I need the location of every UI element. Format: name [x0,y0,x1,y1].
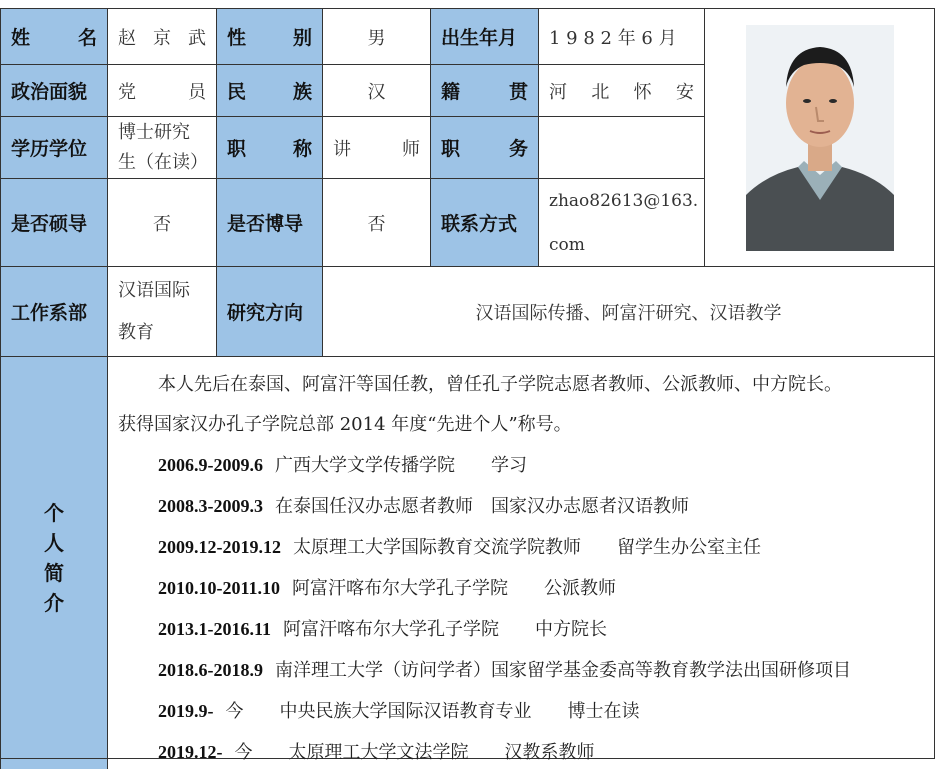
profile-text-block [118,357,851,773]
title-value [323,117,431,179]
birth-text: 1 9 8 2 年 6 月 [549,27,677,49]
politics-char-2: 员 [188,81,206,103]
origin-value [539,65,705,117]
profile-label [1,357,108,759]
phd-supervisor-value [323,179,431,267]
profile-label-char-4: 介 [44,590,64,615]
master-label-text: 是否硕导 [11,213,88,235]
experience-list [118,445,851,773]
origin-char-1: 河 [549,81,567,103]
experience-item [118,650,851,691]
contact-label [431,179,539,267]
title-char-1: 讲 [333,138,351,160]
experience-item [118,609,851,650]
experience-item [118,486,851,527]
position-label-char-2: 务 [508,138,528,160]
profile-content [108,357,935,763]
photo-cell [705,9,935,267]
origin-char-4: 安 [675,81,694,103]
name-value [108,9,217,65]
gender-label-char-1: 性 [227,27,247,49]
master-value-text: 否 [153,213,171,235]
intro-line-1: 本人先后在泰国、阿富汗等国任教，曾任孔子学院志愿者教师、公派教师、中方院长。 [158,374,842,395]
birth-label [431,9,539,65]
research-text: 汉语国际传播、阿富汗研究、汉语教学 [475,302,782,324]
experience-date: 2009.12-2019.12 [158,537,281,557]
name-label-char-2: 名 [77,27,97,49]
profile-label-char-2: 人 [44,530,64,555]
experience-date: 2008.3-2009.3 [158,496,263,516]
gender-label-char-2: 别 [292,27,312,49]
name-char-3: 武 [188,27,206,49]
experience-text: 今 中央民族大学国际汉语教育专业 博士在读 [225,701,640,722]
origin-char-2: 北 [591,81,610,103]
experience-date: 2019.12- [158,742,223,762]
experience-item [118,691,851,732]
experience-item [118,445,851,486]
experience-date: 2019.9- [158,701,214,721]
profile-label-char-3: 简 [44,560,64,585]
email-line-1[interactable]: zhao82613@163. [549,190,699,211]
profile-label-bottom [1,759,108,769]
degree-line-1: 博士研究 [118,121,190,143]
birth-value [539,9,705,65]
name-label-char-1: 姓 [11,27,31,49]
phd-label-text: 是否博导 [227,213,304,235]
experience-text: 太原理工大学国际教育交流学院教师 留学生办公室主任 [293,537,761,558]
email-line-2[interactable]: com [549,234,585,255]
experience-text: 阿富汗喀布尔大学孔子学院 中方院长 [283,619,608,640]
position-label [431,117,539,179]
experience-item [118,568,851,609]
title-label-char-1: 职 [227,138,247,160]
experience-item [118,732,851,773]
gender-text: 男 [367,27,386,49]
politics-value [108,65,217,117]
research-label [217,267,323,357]
contact-label-text: 联系方式 [441,213,518,235]
intro-line-2: 获得国家汉办孔子学院总部 2014 年度“先进个人”称号。 [118,414,572,435]
master-supervisor-label [1,179,108,267]
department-line-2: 教育 [118,321,154,343]
title-label-char-2: 称 [292,138,312,160]
origin-label-char-2: 贯 [508,81,528,103]
origin-char-3: 怀 [633,81,652,103]
ethnic-text: 汉 [367,81,386,103]
title-label [217,117,323,179]
degree-label [1,117,108,179]
experience-text: 在泰国任汉办志愿者教师 国家汉办志愿者汉语教师 [275,496,689,517]
profile-label-char-1: 个 [44,500,64,525]
experience-item [118,527,851,568]
title-char-2: 师 [402,138,420,160]
research-label-text: 研究方向 [227,302,304,324]
portrait-photo [746,25,894,251]
degree-line-2: 生（在读） [118,151,208,173]
ethnic-label-char-1: 民 [227,81,247,103]
department-value [108,267,217,357]
phd-supervisor-label [217,179,323,267]
name-char-1: 赵 [118,27,136,49]
department-label [1,267,108,357]
contact-value[interactable] [539,179,705,267]
politics-char-1: 党 [118,81,136,103]
experience-text: 今 太原理工大学文法学院 汉教系教师 [234,742,595,763]
experience-date: 2006.9-2009.6 [158,455,263,475]
degree-label-text: 学历学位 [11,138,88,160]
experience-date: 2013.1-2016.11 [158,619,272,639]
position-value [539,117,705,179]
phd-value-text: 否 [367,213,386,235]
origin-label-char-1: 籍 [441,81,461,103]
experience-text: 广西大学文学传播学院 学习 [275,455,527,476]
department-line-1: 汉语国际 [118,279,190,301]
research-value [323,267,935,357]
politics-label-text: 政治面貌 [11,81,88,103]
position-label-char-1: 职 [441,138,461,160]
birth-label-text: 出生年月 [441,27,518,49]
ethnic-value [323,65,431,117]
ethnic-label-char-2: 族 [292,81,312,103]
name-char-2: 京 [153,27,171,49]
ethnic-label [217,65,323,117]
gender-value [323,9,431,65]
master-supervisor-value [108,179,217,267]
name-label [1,9,108,65]
origin-label [431,65,539,117]
gender-label [217,9,323,65]
degree-value [108,117,217,179]
experience-date: 2018.6-2018.9 [158,660,263,680]
politics-label [1,65,108,117]
department-label-text: 工作系部 [11,302,88,324]
experience-date: 2010.10-2011.10 [158,578,281,598]
experience-text: 阿富汗喀布尔大学孔子学院 公派教师 [292,578,617,599]
experience-text: 南洋理工大学（访问学者）国家留学基金委高等教育教学法出国研修项目 [275,660,851,681]
